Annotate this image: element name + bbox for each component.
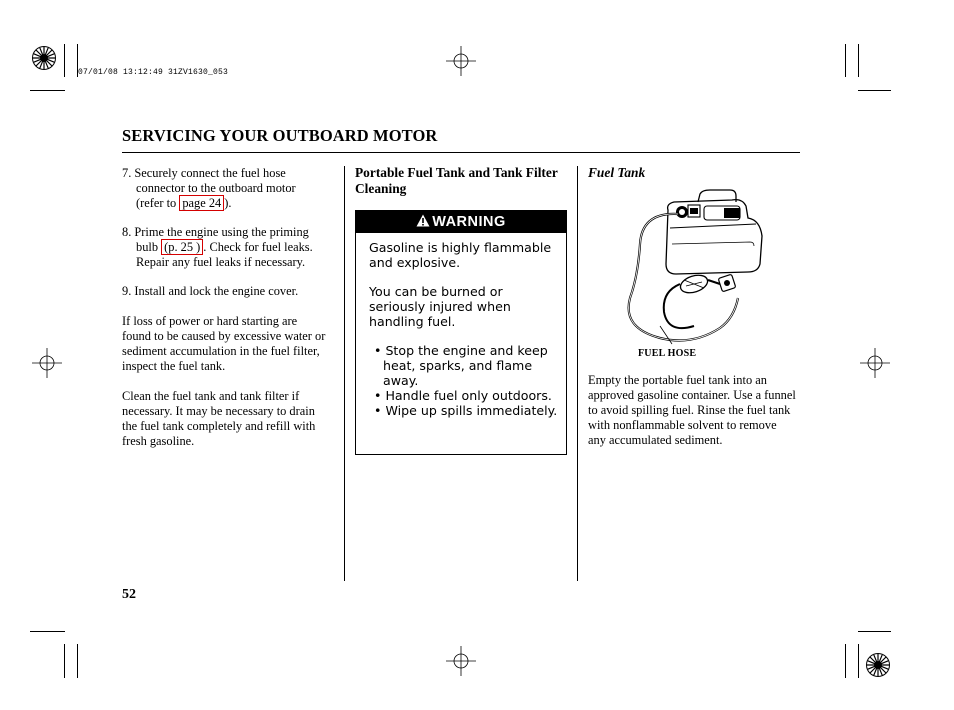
- list-item: • Stop the engine and keep heat, sparks, and flame away.: [374, 343, 548, 388]
- page-number: 52: [122, 587, 136, 602]
- warning-triangle-icon: [416, 214, 430, 227]
- column-divider: [344, 166, 345, 581]
- crosshair-icon: [446, 46, 476, 76]
- crosshair-icon: [446, 646, 476, 676]
- step-9: 9. Install and lock the engine cover.: [122, 284, 299, 298]
- step-8: 8. Prime the engine using the priming bulb (p. 25 ) . Check for fuel leaks. Repair any fuel leaks if necessary.: [122, 225, 313, 269]
- warning-body: Gasoline is highly flammable and explosive. You can be burned or seriously injured when handling fuel. • Stop the engine and keep heat, sparks, and flame away. • Handle fuel only outdoors. • Wipe up spills immediately.: [369, 240, 558, 418]
- left-column: [122, 166, 337, 449]
- crosshair-icon: [32, 348, 62, 378]
- page-reference-link[interactable]: page 24: [179, 195, 224, 211]
- body-paragraph: Clean the fuel tank and tank filter if necessary. It may be necessary to drain the fuel tank completely and refill with fresh gasoline.: [122, 389, 316, 448]
- body-paragraph: If loss of power or hard starting are found to be caused by excessive water or sediment accumulation in the fuel filter, inspect the fuel tank.: [122, 314, 326, 373]
- fuel-tank-illustration: [620, 188, 770, 348]
- figure-heading: Fuel Tank: [588, 165, 646, 180]
- print-stamp: 07/01/08 13:12:49 31ZV1630_053: [78, 68, 229, 77]
- crosshair-icon: [860, 348, 890, 378]
- figure-callout: FUEL HOSE: [638, 348, 697, 359]
- warning-list: [369, 343, 558, 418]
- list-item: • Wipe up spills immediately.: [374, 403, 558, 418]
- section-title: SERVICING YOUR OUTBOARD MOTOR: [122, 126, 438, 145]
- subsection-heading: Portable Fuel Tank and Tank Filter Cleaning: [355, 165, 558, 196]
- page-reference-link[interactable]: (p. 25 ): [161, 239, 203, 255]
- body-paragraph: Empty the portable fuel tank into an approved gasoline container. Use a funnel to avoid spilling fuel. Rinse the fuel tank with nonflammable solvent to remove any accumulated sediment.: [588, 373, 796, 447]
- warning-banner: [356, 211, 566, 233]
- warning-box: [355, 210, 567, 455]
- list-item: • Handle fuel only outdoors.: [374, 388, 552, 403]
- registration-target-icon: [865, 652, 891, 678]
- step-7: 7. Securely connect the fuel hose connector to the outboard motor (refer to page 24 ).: [122, 166, 296, 210]
- registration-target-icon: [31, 45, 57, 71]
- column-divider: [577, 166, 578, 581]
- warning-label: WARNING: [432, 214, 506, 230]
- title-rule: [122, 152, 800, 153]
